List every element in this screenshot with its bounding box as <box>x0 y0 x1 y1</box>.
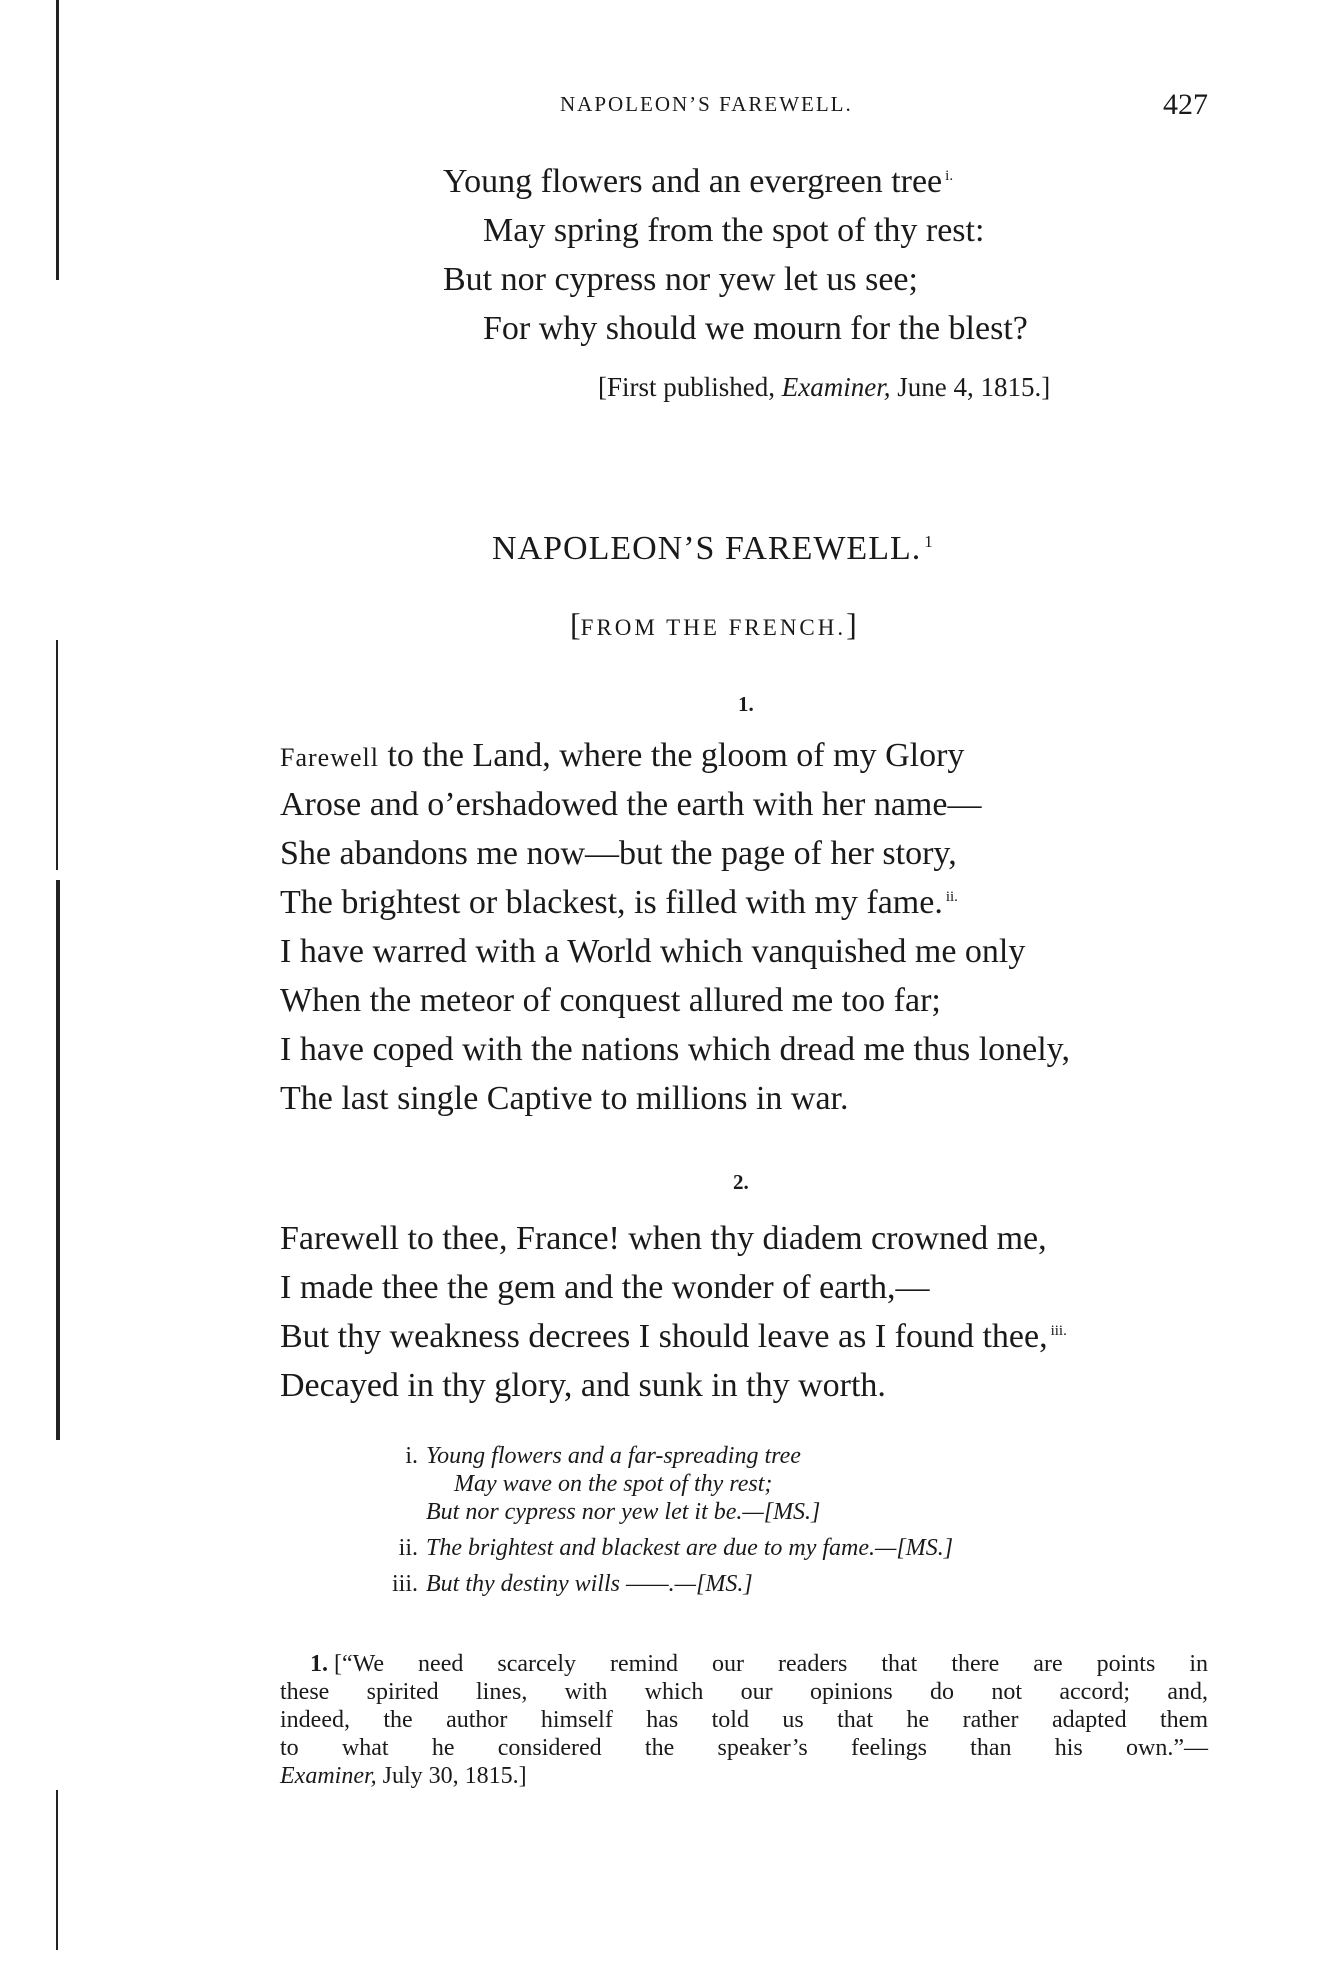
poem-line: Decayed in thy glory, and sunk in thy worth. <box>280 1367 886 1404</box>
scan-binding-edge <box>56 1790 58 1950</box>
variant-ref: i. <box>945 167 954 184</box>
poem-line: Arose and o’ershadowed the earth with her name— <box>280 786 982 823</box>
scan-binding-edge <box>56 880 60 1440</box>
editorial-footnote: 1. [“We need scarcely remind our readers that there are points in these spirited lines, with which our opinions do not accord; and, indeed, the author himself has told us that he rather adapted them to what he considered the speaker’s feelings than his own.”— Examiner, July 30, 1815.] <box>280 1651 1208 1789</box>
page-number: 427 <box>1163 88 1208 121</box>
poem-line: I have coped with the nations which dread me thus lonely, <box>280 1031 1070 1068</box>
variant-reading: i. Young flowers and a far-spreading tree <box>405 1443 801 1469</box>
publication-note: [First published, Examiner, June 4, 1815.] <box>598 372 1051 402</box>
poem-line: I made thee the gem and the wonder of earth,— <box>280 1269 930 1306</box>
scan-binding-edge <box>56 0 59 280</box>
poem-line: The last single Captive to millions in war. <box>280 1080 849 1117</box>
poem-title: NAPOLEON’S FAREWELL. $^1$ <box>492 530 934 567</box>
footnote-ref: 1 <box>924 531 934 551</box>
poem-line: She abandons me now—but the page of her story, <box>280 835 957 872</box>
poem-line: The brightest or blackest, is filled with my fame. $^{ii.}$ <box>280 884 958 921</box>
poem-line: But thy weakness decrees I should leave as I found thee, $^{iii.}$ <box>280 1318 1067 1355</box>
poem-line: May spring from the spot of thy rest: <box>483 212 985 249</box>
variant-ref: ii. <box>945 888 958 905</box>
poem-line: For why should we mourn for the blest? <box>483 310 1028 347</box>
poem-line: But nor cypress nor yew let us see; <box>443 261 918 298</box>
poem-line: I have warred with a World which vanquished me only <box>280 933 1026 970</box>
poem-line: Farewell to thee, France! when thy diadem crowned me, <box>280 1220 1047 1257</box>
poem-line: Farewell to the Land, where the gloom of my Glory <box>280 737 965 774</box>
poem-subtitle: [FROM THE FRENCH.] <box>570 606 857 642</box>
variant-reading: iii. But thy destiny wills ——.—[MS.] <box>391 1571 753 1597</box>
scan-binding-edge <box>56 640 58 870</box>
variant-ref: iii. <box>1050 1322 1067 1339</box>
variant-reading: May wave on the spot of thy rest; <box>454 1471 773 1497</box>
variant-reading: ii. The brightest and blackest are due to my fame.—[MS.] <box>398 1535 954 1561</box>
poem-line: When the meteor of conquest allured me too far; <box>280 982 941 1019</box>
poem-line: Young flowers and an evergreen tree $^{i.}$ <box>443 163 954 200</box>
stanza-number: 2. <box>733 1170 749 1194</box>
variant-reading: But nor cypress nor yew let it be.—[MS.] <box>426 1499 821 1525</box>
stanza-number: 1. <box>738 692 754 716</box>
running-head: NAPOLEON’S FAREWELL. <box>560 92 853 116</box>
